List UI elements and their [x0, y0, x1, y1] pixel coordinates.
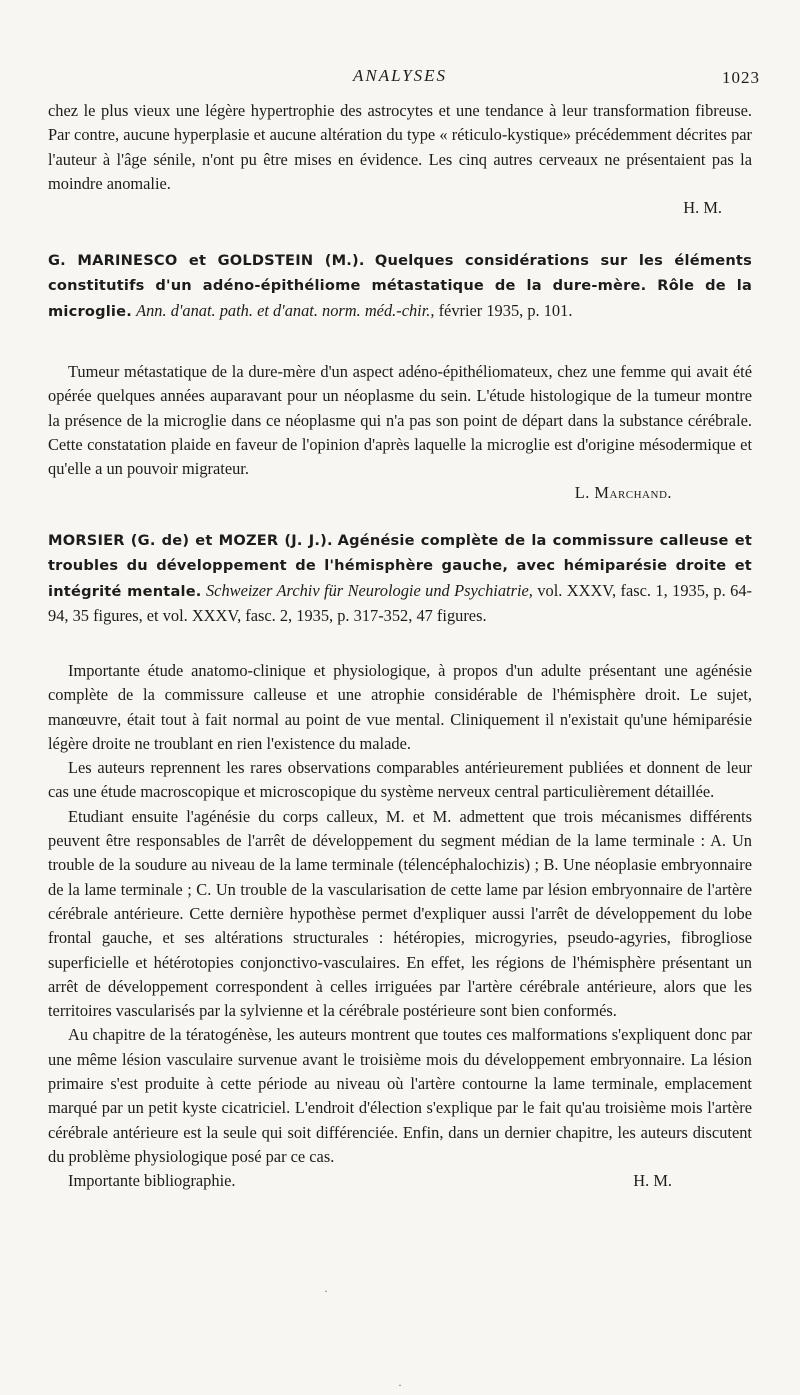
- review-2-body: [48, 659, 752, 1194]
- review-1-signature-line: [48, 481, 752, 505]
- review-1-title: Quelques considérations sur les éléments constitutifs d'un adéno-épithéliome métastatique de la dure-mère. Rôle de la microglie.: [48, 252, 752, 320]
- review-1-authors: G. MARINESCO et GOLDSTEIN (M.).: [48, 252, 365, 269]
- review-1-body: [48, 360, 752, 506]
- previous-review-text: chez le plus vieux une légère hypertrophie des astrocytes et une tendance à leur transformation fibreuse. Par contre, aucune hyperplasie et aucune altération du type « réticulo-kystique» précédemment décrites par l'auteur à l'âge sénile, n'ont pu être mises en évidence. Les cinq autres cerveaux ne présentaient pas la moindre anomalie.: [48, 101, 752, 193]
- review-2-closing: Importante bibliographie.: [68, 1171, 236, 1191]
- review-2-title: Agénésie complète de la commissure calleuse et troubles du développement de l'hémisphère gauche, avec hémiparésie droite et intégrité mentale.: [48, 532, 752, 600]
- review-2-paragraph: Etudiant ensuite l'agénésie du corps calleux, M. et M. admettent que trois mécanismes différents peuvent être responsables de l'arrêt de développement du segment médian de la lame terminale : A. Un trouble de la soudure au niveau de la lame terminale (télencéphalochizis) ; B. Une néoplasie embryonnaire de la lame terminale ; C. Un trouble de la vascularisation de cette lame par lésion embryonnaire de l'artère cérébrale antérieure. Cette dernière hypothèse permet d'expliquer aussi l'arrêt de développement du lobe frontal gauche, et ses altérations structurales : hétéropies, microgyries, pseudo-agyries, fibrogliose superficielle et hétérotopies conjonctivo-vasculaires. En effet, les régions de l'hémisphère présentant un arrêt de développement correspondent à celles irriguées par l'artère cérébrale antérieure, alors que les territoires vascularisés par la sylvienne et la cérébrale postérieure sont bien conformés.: [48, 806, 752, 1021]
- stray-dot-mark: ·: [324, 1284, 328, 1298]
- review-1-citation: [48, 248, 752, 324]
- running-head: [0, 66, 800, 90]
- review-2-paragraph: Importante étude anatomo-clinique et physiologique, à propos d'un adulte présentant une agénésie complète de la commissure calleuse et une atrophie considérable de l'hémisphère droit. Le sujet, manœuvre, était tout à fait normal au point de vue mental. Cliniquement il n'existait qu'une hémiparésie légère droite ne troublant en rien l'existence du malade.: [48, 661, 752, 753]
- review-2-journal: Schweizer Archiv für Neurologie und Psychiatrie,: [205, 580, 533, 600]
- review-2-closing-line: [48, 1169, 752, 1193]
- review-1-citation-tail: février 1935, p. 101.: [438, 300, 573, 320]
- review-2-paragraph: Les auteurs reprennent les rares observations comparables antérieurement publiées et donnent de leur cas une étude macroscopique et microscopique du système nerveux central particulièrement détaillée.: [48, 758, 752, 802]
- review-1-paragraph: Tumeur métastatique de la dure-mère d'un aspect adéno-épithéliomateux, chez une femme qui avait été opérée quelques années auparavant pour un néoplasme du sein. L'étude histologique de la tumeur montre la présence de la microglie dans ce néoplasme qui n'a pas son point de départ dans la substance cérébrale. Cette constatation plaide en faveur de l'opinion d'après laquelle la microglie est d'origine mésodermique et qu'elle a un pouvoir migrateur.: [48, 362, 752, 479]
- running-title: ANALYSES: [352, 66, 448, 85]
- review-2-paragraph: Au chapitre de la tératogénèse, les auteurs montrent que toutes ces malformations s'expliquent donc par une même lésion vasculaire survenue avant le troisième mois du développement embryonnaire. La lésion primaire s'est produite à cette période au niveau où l'artère contourne la lame terminale, emplacement marqué par un petit kyste cicatriciel. L'endroit d'élection s'explique par le fait qu'au troisième mois l'artère cérébrale antérieure est la seule qui soit différenciée. Enfin, dans un dernier chapitre, les auteurs discutent du problème physiologique posé par ce cas.: [48, 1025, 752, 1166]
- review-2-authors: MORSIER (G. de) et MOZER (J. J.).: [48, 532, 333, 549]
- review-1-journal: Ann. d'anat. path. et d'anat. norm. méd.-chir.,: [136, 300, 435, 320]
- review-2-citation-tail: vol. XXXV, fasc. 1, 1935, p. 64-94, 35 figures, et vol. XXXV, fasc. 2, 1935, p. 317-352, 47 figures.: [48, 580, 752, 625]
- review-1-signature: L. Marchand.: [574, 483, 672, 503]
- previous-review-signature: H. M.: [683, 198, 722, 218]
- review-2-signature: H. M.: [633, 1171, 672, 1191]
- stray-dot-mark: ·: [398, 1378, 402, 1392]
- review-2-citation: [48, 528, 752, 628]
- previous-review: [48, 99, 752, 220]
- page-number: 1023: [722, 68, 760, 87]
